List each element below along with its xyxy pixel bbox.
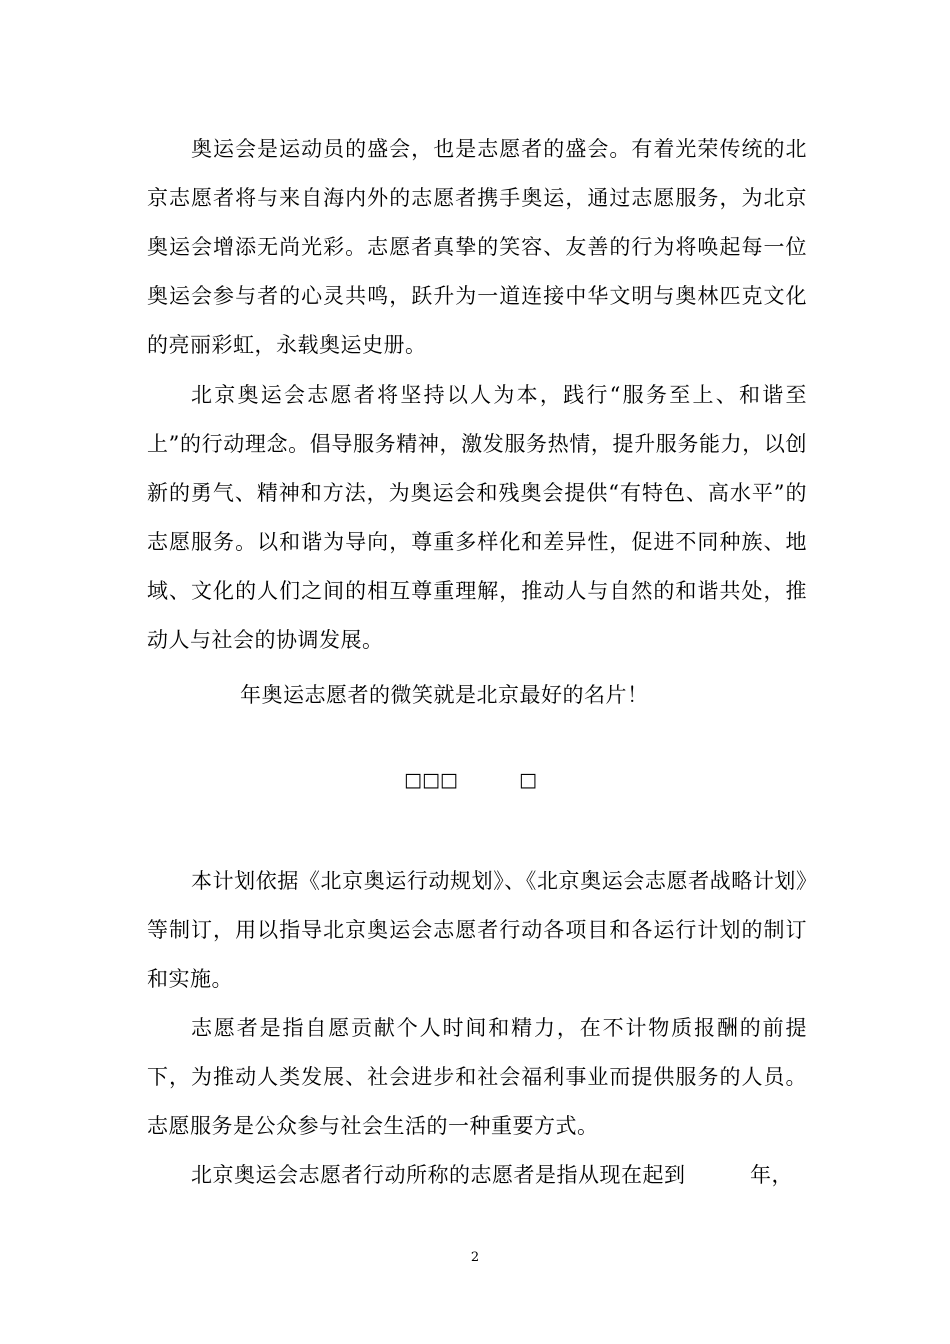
heading-glyphs-left: □□□ — [404, 769, 458, 791]
page-number: 2 — [470, 1250, 480, 1265]
section-heading — [0, 769, 950, 799]
paragraph-volunteer-philosophy: 北京奥运会志愿者将坚持以人为本，践行“服务至上、和谐至上”的行动理念。倡导服务精神，激发服务热情，提升服务能力，以创新的勇气、精神和方法，为奥运会和残奥会提供“有特色、高水平”的志愿服务。以和谐为导向，尊重多样化和差异性，促进不同种族、地域、文化的人们之间的相互尊重理解，推动人与自然的和谐共处，推动人与社会的协调发展。 — [147, 383, 807, 652]
paragraph-volunteer-definition: 志愿者是指自愿贡献个人时间和精力，在不计物质报酬的前提下，为推动人类发展、社会进步和社会福利事业而提供服务的人员。志愿服务是公众参与社会生活的一种重要方式。 — [147, 1016, 807, 1138]
slogan-line: 年奥运志愿者的微笑就是北京最好的名片！ — [240, 683, 649, 707]
paragraph-volunteer-scope: 北京奥运会志愿者行动所称的志愿者是指从现在起到 年， — [191, 1163, 793, 1187]
paragraph-olympic-volunteers-intro: 奥运会是运动员的盛会，也是志愿者的盛会。有着光荣传统的北京志愿者将与来自海内外的志愿者携手奥运，通过志愿服务，为北京奥运会增添无尚光彩。志愿者真挚的笑容、友善的行为将唤起每一位奥运会参与者的心灵共鸣，跃升为一道连接中华文明与奥林匹克文化的亮丽彩虹，永载奥运史册。 — [147, 137, 807, 357]
heading-glyph-right: □ — [519, 769, 537, 791]
paragraph-plan-basis: 本计划依据《北京奥运行动规划》、《北京奥运会志愿者战略计划》等制订，用以指导北京奥运会志愿者行动各项目和各运行计划的制订和实施。 — [147, 869, 807, 991]
